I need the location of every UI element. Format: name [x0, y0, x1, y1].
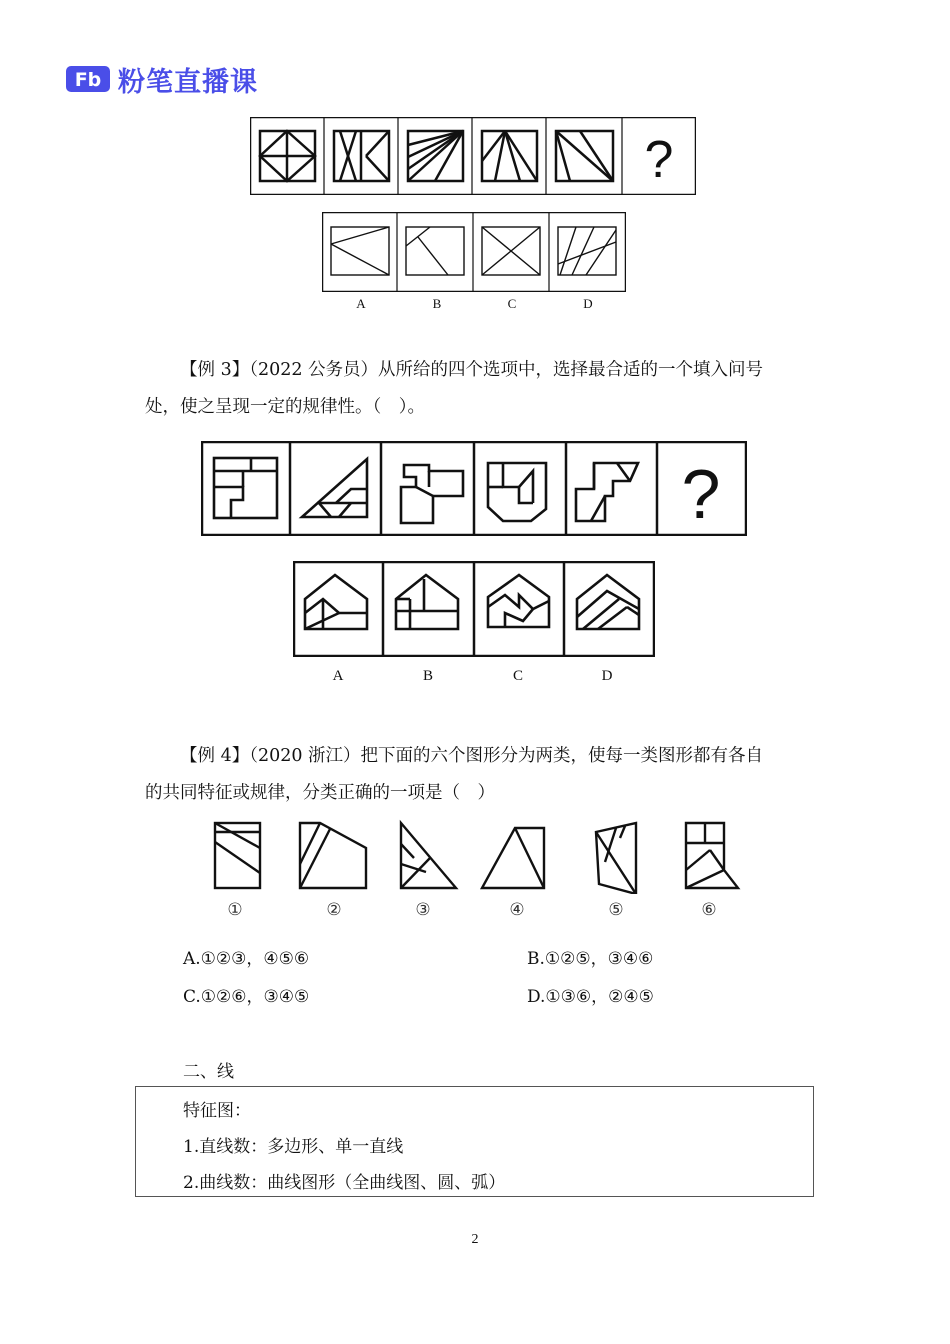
seq2-label-c: C [507, 296, 517, 311]
ex4-label-5: ⑤ [608, 900, 624, 920]
seq3-figure-4 [488, 463, 546, 521]
seq2-option-b [406, 227, 464, 275]
ex4-figure-1 [215, 823, 260, 888]
logo-text: 粉笔直播课 [118, 66, 258, 98]
svg-text:Fb: Fb [74, 69, 102, 91]
ex4-figure-3 [401, 823, 456, 888]
seq3-option-c [488, 575, 549, 627]
example4-title: 【例 4】（2020 浙江）把下面的六个图形分为两类，使每一类图形都有各自 [180, 746, 764, 766]
ex4-label-3: ③ [415, 900, 431, 920]
seq2-figure-4 [482, 131, 537, 181]
seq2-figure-3 [408, 131, 463, 181]
ex4-figure-5 [596, 823, 636, 894]
seq3-label-c: C [512, 668, 523, 684]
seq3-label-b: B [422, 668, 433, 684]
seq3-option-a [305, 575, 367, 629]
example4-title-cont: 的共同特征或规律，分类正确的一项是（ ） [145, 783, 495, 803]
brand-logo [66, 62, 258, 96]
page-number: 2 [471, 1232, 479, 1247]
seq3-figure-2 [302, 459, 367, 517]
seq3-figure-1 [214, 458, 277, 518]
seq2-label-d: D [583, 296, 593, 311]
seq2-question-mark: ? [644, 131, 674, 189]
seq2-figure-1 [260, 131, 315, 181]
fb-logo-icon [66, 64, 110, 94]
seq3-figure-5 [576, 463, 638, 521]
seq2-option-a [331, 227, 389, 275]
choice-a[interactable]: A.①②③，④⑤⑥ [183, 949, 310, 969]
ex4-figure-2 [300, 823, 366, 888]
seq2-label-a: A [356, 296, 366, 311]
seq2-figure-5 [556, 131, 613, 181]
ex4-figure-6 [686, 823, 738, 888]
seq2-option-c [482, 227, 540, 275]
seq2-figure-2 [334, 131, 389, 181]
ex4-label-2: ② [326, 900, 342, 920]
seq3-question-mark: ? [681, 455, 721, 533]
example3-options-figure [293, 561, 655, 657]
seq3-figure-3 [401, 465, 463, 523]
ex4-figure-4 [482, 828, 544, 888]
example2-sequence-figure [250, 117, 696, 195]
ex4-label-6: ⑥ [701, 900, 717, 920]
example2-options-figure [322, 212, 626, 292]
choice-b[interactable]: B.①②⑤，③④⑥ [527, 949, 654, 969]
ex4-label-1: ① [227, 900, 243, 920]
choice-c[interactable]: C.①②⑥，③④⑤ [183, 987, 310, 1007]
section-heading: 二、线 [183, 1062, 234, 1082]
example3-title: 【例 3】（2022 公务员）从所给的四个选项中，选择最合适的一个填入问号 [180, 360, 764, 380]
feature-item-1: 1.直线数：多边形、单一直线 [183, 1137, 404, 1157]
seq3-option-d [577, 575, 639, 629]
example3-title-cont: 处，使之呈现一定的规律性。（ ）。 [145, 397, 425, 417]
seq3-option-b [396, 575, 458, 629]
seq3-label-d: D [601, 668, 613, 684]
ex4-label-4: ④ [509, 900, 525, 920]
example3-sequence-figure [201, 441, 747, 536]
feature-item-2: 2.曲线数：曲线图形（全曲线图、圆、弧） [183, 1173, 506, 1193]
seq2-option-d [558, 227, 616, 275]
example4-figures [200, 818, 745, 894]
seq2-label-b: B [432, 296, 442, 311]
choice-d[interactable]: D.①③⑥，②④⑤ [527, 987, 654, 1007]
feature-box-title: 特征图： [183, 1101, 251, 1121]
seq3-label-a: A [332, 668, 344, 684]
